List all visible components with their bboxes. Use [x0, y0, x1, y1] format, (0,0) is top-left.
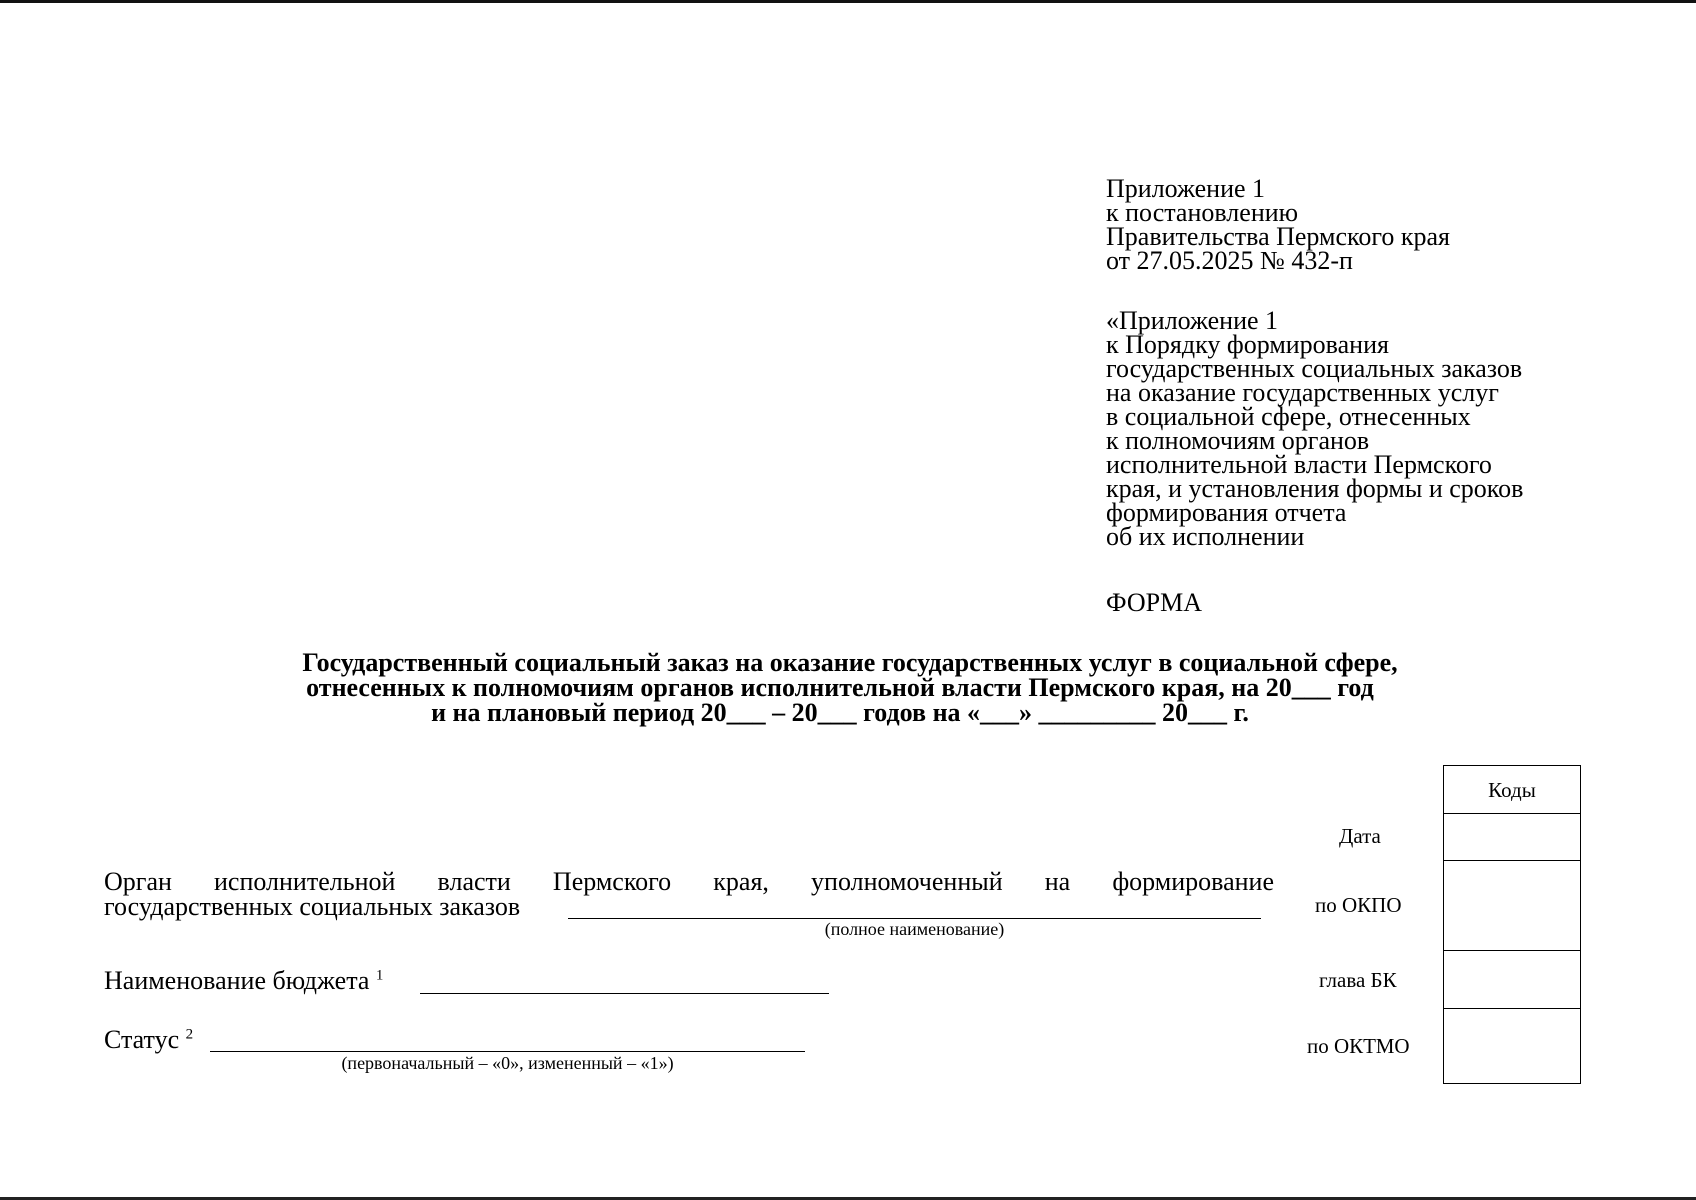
procedure-line: исполнительной власти Пермского [1106, 450, 1492, 479]
procedure-line: формирования отчета [1106, 498, 1347, 527]
procedure-line: «Приложение 1 [1106, 306, 1279, 335]
form-label: ФОРМА [1106, 588, 1202, 617]
okpo-label: по ОКПО [1315, 893, 1402, 917]
codes-table [1443, 765, 1581, 1084]
appendix-line: от 27.05.2025 № 432-п [1106, 246, 1353, 275]
appendix-header-block [1106, 174, 1450, 275]
codes-header-label: Коды [1488, 778, 1536, 802]
document-title-line-1: Государственный социальный заказ на оказание государственных услуг в социальной сфере, [302, 648, 1398, 677]
codes-header-cell [1444, 766, 1580, 814]
procedure-line: государственных социальных заказов [1106, 354, 1523, 383]
organ-label-line-1: Орган исполнительной власти Пермского края, уполномоченный на формирование [104, 867, 1274, 896]
appendix-line: Приложение 1 [1106, 174, 1266, 203]
date-code-cell[interactable] [1444, 814, 1580, 861]
procedure-line: на оказание государственных услуг [1106, 378, 1499, 407]
organ-field-hint: (полное наименование) [824, 919, 1005, 939]
procedure-line: об их исполнении [1106, 522, 1305, 551]
budget-name-label [104, 968, 383, 993]
budget-name-field[interactable] [420, 993, 829, 994]
status-field-hint: (первоначальный – «0», измененный – «1») [341, 1053, 674, 1073]
status-label-text: Статус [104, 1025, 180, 1054]
page-top-border [0, 0, 1696, 3]
oktmo-code-cell[interactable] [1444, 1009, 1580, 1083]
oktmo-label: по ОКТМО [1307, 1034, 1410, 1058]
procedure-line: к полномочиям органов [1106, 426, 1370, 455]
document-title-line-2: отнесенных к полномочиям органов исполнительной власти Пермского края, на 20___ год [306, 673, 1374, 702]
procedure-line: в социальной сфере, отнесенных [1106, 402, 1471, 431]
appendix-line: к постановлению [1106, 198, 1299, 227]
date-label: Дата [1339, 824, 1381, 848]
document-title-line-3: и на плановый период 20___ – 20___ годов на «___» _________ 20___ г. [431, 698, 1249, 727]
status-label [104, 1027, 193, 1052]
procedure-line: края, и установления формы и сроков [1106, 474, 1524, 503]
status-footnote-marker: 2 [185, 1026, 194, 1043]
organ-label-line-2: государственных социальных заказов [104, 892, 521, 921]
budget-label-text: Наименование бюджета [104, 966, 370, 995]
status-field[interactable] [210, 1051, 805, 1052]
okpo-code-cell[interactable] [1444, 861, 1580, 951]
glava-bk-label: глава БК [1319, 968, 1397, 992]
procedure-appendix-block [1106, 306, 1524, 551]
appendix-line: Правительства Пермского края [1106, 222, 1450, 251]
budget-footnote-marker: 1 [375, 967, 384, 984]
glava-bk-code-cell[interactable] [1444, 951, 1580, 1009]
procedure-line: к Порядку формирования [1106, 330, 1389, 359]
